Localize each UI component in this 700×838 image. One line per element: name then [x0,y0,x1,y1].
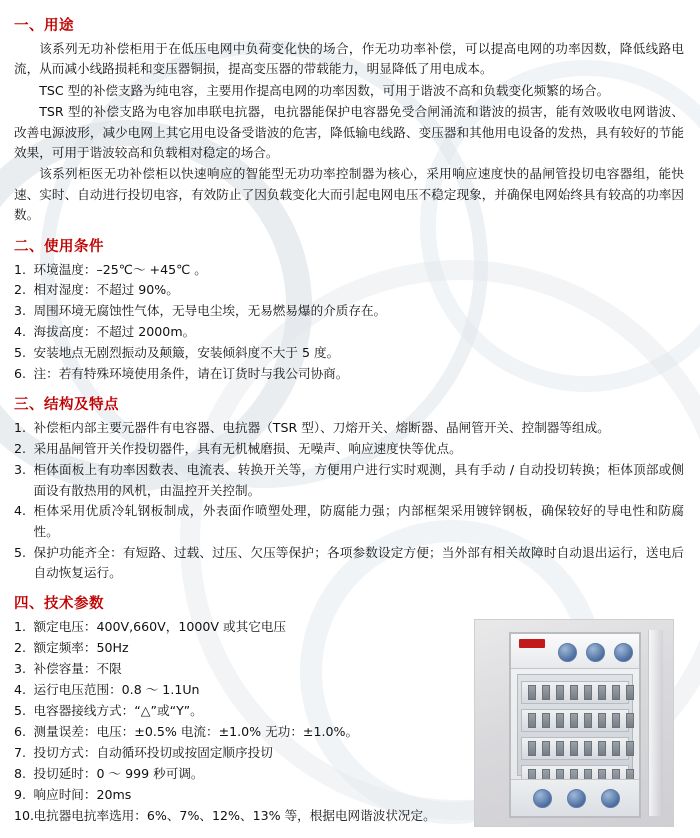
list-item-text: 额定电压：400V,660V，1000V 或其它电压 [33,619,287,635]
cooling-fan-icon [567,789,586,808]
list-item [14,785,484,805]
list-item [14,543,684,584]
capacitor-icon [556,685,564,700]
list-item [14,680,484,700]
list-item-text: 投切方式：自动循环投切或按固定顺序投切 [33,744,273,760]
list-number: 5. [14,345,27,361]
cabinet-top-panel [511,634,639,669]
cooling-fan-icon [558,643,577,662]
list-item-text: 安装地点无剧烈振动及颠簸，安装倾斜度不大于 5 度。 [33,345,340,361]
list-number: 1. [14,261,27,277]
list-item [14,764,484,784]
list-item-text: 补偿容量：不限 [33,661,122,677]
cabinet-interior [517,674,633,776]
list-item-text: 补偿柜内部主要元器件有电容器、电抗器（TSR 型）、刀熔开关、熔断器、晶闸管开关、控制器等组成。 [33,420,610,436]
capacitor-icon [570,685,578,700]
list-item [14,722,484,742]
specs-block [14,617,684,825]
list-number: 2. [14,282,27,298]
cabinet-illustration [509,632,641,818]
capacitor-icon [584,685,592,700]
capacitor-icon [626,741,634,756]
capacitor-icon [612,741,620,756]
capacitor-icon [584,713,592,728]
list-item [14,617,484,637]
list-item-text: 注：若有特殊环境使用条件，请在订货时与我公司协商。 [33,365,349,381]
list-item [14,439,684,459]
list-number: 2. [14,441,27,457]
list-item [14,460,684,501]
conditions-list [14,260,684,385]
list-number: 6. [14,365,27,381]
list-item-text: 周围环境无腐蚀性气体，无导电尘埃，无易燃易爆的介质存在。 [33,303,387,319]
component-shelf [521,681,629,704]
list-number: 5. [14,544,27,560]
list-item [14,418,684,438]
list-item [14,659,484,679]
list-number: 1. [14,420,27,436]
brand-label [519,639,545,648]
list-item [14,280,684,300]
list-number: 7. [14,744,27,760]
section-heading-purpose: 一、用途 [14,18,74,34]
capacitor-icon [528,741,536,756]
list-number: 4. [14,324,27,340]
list-number: 3. [14,661,27,677]
list-number: 2. [14,640,27,656]
list-number: 3. [14,303,27,319]
list-number: 1. [14,619,27,635]
cabinet-bottom-panel [511,779,639,816]
list-number: 6. [14,723,27,739]
purpose-paragraph-2: TSC 型的补偿支路为纯电容，主要用作提高电网的功率因数，可用于谐波不高和负载变化频繁的场合。 [39,82,610,98]
list-item-text: 环境温度：–25℃～ +45℃ 。 [33,261,207,277]
list-item-text: 海拔高度：不超过 2000m。 [33,324,196,340]
capacitor-icon [626,685,634,700]
list-number: 3. [14,462,27,478]
capacitor-icon [556,713,564,728]
list-item-text: 投切延时：0 ～ 999 秒可调。 [33,765,204,781]
cooling-fan-icon [533,789,552,808]
capacitor-icon [626,713,634,728]
product-photo [474,619,674,827]
list-item-text: 相对湿度：不超过 90%。 [33,282,179,298]
list-item-text: 柜体采用优质冷轧钢板制成，外表面作喷塑处理，防腐能力强；内部框架采用镀锌钢板，确保较好的导电性和防腐性。 [33,503,684,539]
capacitor-icon [612,713,620,728]
list-number: 5. [14,703,27,719]
list-number: 4. [14,682,27,698]
specs-list [14,617,484,825]
component-shelf [521,709,629,732]
section-heading-conditions: 二、使用条件 [14,238,104,255]
purpose-paragraph-4: 该系列柜医无功补偿柜以快速响应的智能型无功功率控制器为核心，采用响应速度快的晶闸管投切电容器组，能快速、实时、自动进行投切电容，有效防止了因负载变化大而引起电网电压不稳定现象，并确保电网始终具有较高的功率因数。 [14,166,684,223]
purpose-paragraph-1: 该系列无功补偿柜用于在低压电网中负荷变化快的场合，作无功功率补偿，可以提高电网的功率因数，降低线路电流，从而减小线路损耗和变压器铜损，提高变压器的带载能力，明显降低了用电成本。 [14,41,684,77]
capacitor-icon [598,685,606,700]
list-item [14,743,484,763]
structure-list [14,418,684,583]
list-item-text: 柜体面板上有功率因数表、电流表、转换开关等，方便用户进行实时观测，具有手动 / 自动投切转换；柜体顶部或侧面设有散热用的风机，由温控开关控制。 [33,462,684,498]
list-item [14,322,684,342]
list-item [14,301,684,321]
capacitor-icon [528,685,536,700]
purpose-paragraph-3: TSR 型的补偿支路为电容加串联电抗器，电抗器能保护电容器免受合闸涌流和谐波的损害，能有效吸收电网谐波、改善电源波形，减少电网上其它用电设备受谐波的危害，降低输电线路、变压器和其他用电设备的发热，具有较好的节能效果，可用于谐波较高和负载相对稳定的场合。 [14,104,684,160]
list-number: 9. [14,786,27,802]
capacitor-icon [556,741,564,756]
capacitor-icon [612,685,620,700]
cooling-fan-icon [586,643,605,662]
section-heading-specs: 四、技术参数 [14,596,104,613]
capacitor-icon [598,741,606,756]
list-number: 4. [14,503,27,519]
capacitor-icon [598,713,606,728]
list-item [14,501,684,542]
list-item-text: 保护功能齐全：有短路、过载、过压、欠压等保护；各项参数设定方便；当外部有相关故障时自动退出运行，送电后自动恢复运行。 [33,544,684,581]
capacitor-icon [570,713,578,728]
section-heading-structure: 三、结构及特点 [14,397,119,414]
cooling-fan-icon [614,643,633,662]
capacitor-icon [542,741,550,756]
list-number: 8. [14,765,27,781]
list-number: 10. [14,807,35,823]
capacitor-icon [528,713,536,728]
capacitor-icon [542,713,550,728]
component-shelf [521,737,629,760]
list-item [14,701,484,721]
list-item-text: 运行电压范围：0.8 ～ 1.1Un [33,682,200,698]
list-item [14,806,484,826]
list-item [14,343,684,363]
list-item-text: 电容器接线方式：“△”或“Y”。 [33,703,203,719]
list-item-text: 响应时间：20ms [33,786,132,802]
capacitor-icon [570,741,578,756]
cooling-fan-icon [601,789,620,808]
capacitor-icon [584,741,592,756]
list-item [14,260,684,280]
list-item-text: 额定频率：50Hz [33,640,129,656]
list-item [14,638,484,658]
list-item-text: 电抗器电抗率选用：6%、7%、12%、13% 等，根据电网谐波状况定。 [33,807,436,823]
list-item [14,364,684,384]
list-item-text: 测量误差：电压：±0.5% 电流：±1.0% 无功：±1.0%。 [33,723,359,739]
list-item-text: 采用晶闸管开关作投切器件，具有无机械磨损、无噪声、响应速度快等优点。 [33,441,462,457]
capacitor-icon [542,685,550,700]
cabinet-door-edge [648,630,663,816]
